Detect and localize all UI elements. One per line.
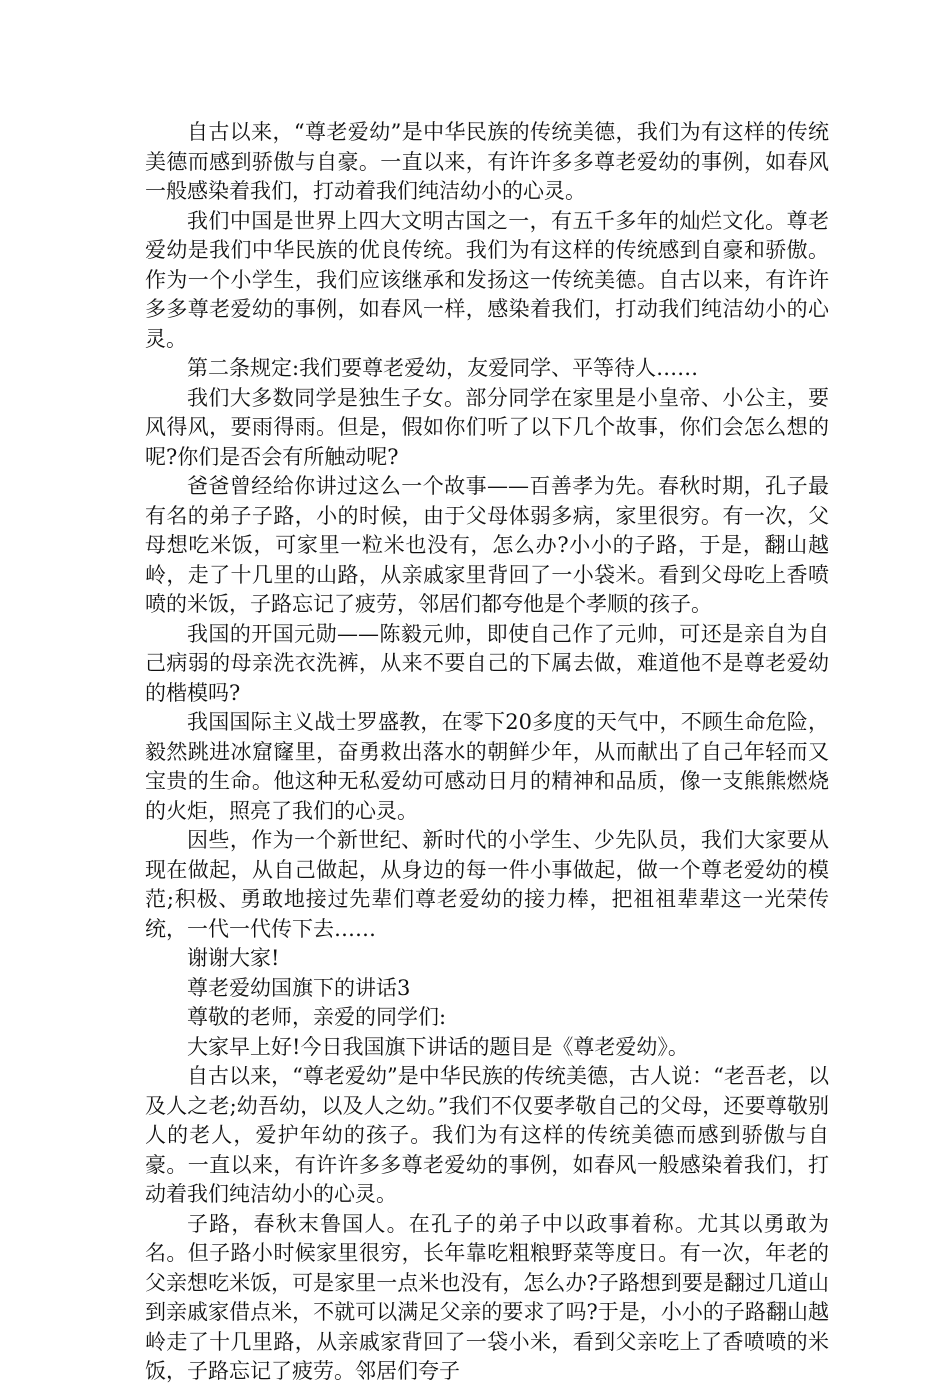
- paragraph: 我们中国是世界上四大文明古国之一，有五千多年的灿烂文化。尊老爱幼是我们中华民族的优良传统。我们为有这样的传统感到自豪和骄傲。作为一个小学生，我们应该继承和发扬这一传统美德。自古以来，有许许多多尊老爱幼的事例，如春风一样，感染着我们，打动我们纯洁幼小的心灵。: [145, 208, 829, 351]
- paragraph: 爸爸曾经给你讲过这么一个故事——百善孝为先。春秋时期，孔子最有名的弟子子路，小的时候，由于父母体弱多病，家里很穷。有一次，父母想吃米饭，可家里一粒米也没有，怎么办?小小的子路，于是，翻山越岭，走了十几里的山路，从亲戚家里背回了一小袋米。看到父母吃上香喷喷的米饭，子路忘记了疲劳，邻居们都夸他是个孝顺的孩子。: [145, 474, 829, 616]
- section-title: 尊老爱幼国旗下的讲话3: [187, 975, 411, 1000]
- closing-line: 谢谢大家!: [187, 946, 280, 970]
- paragraph: 自古以来，“尊老爱幼”是中华民族的传统美德，古人说：“老吾老，以及人之老;幼吾幼，以及人之幼。”我们不仅要孝敬自己的父母，还要尊敬别人的老人，爱护年幼的孩子。我们为有这样的传统美德而感到骄傲与自豪。一直以来，有许许多多尊老爱幼的事例，如春风一般感染着我们，打动着我们纯洁幼小的心灵。: [145, 1064, 829, 1206]
- paragraph: 我国的开国元勋——陈毅元帅，即使自己作了元帅，可还是亲自为自己病弱的母亲洗衣洗裤，从来不要自己的下属去做，难道他不是尊老爱幼的楷模吗?: [145, 621, 829, 705]
- paragraph: 我们大多数同学是独生子女。部分同学在家里是小皇帝、小公主，要风得风，要雨得雨。但是，假如你们听了以下几个故事，你们会怎么想的呢?你们是否会有所触动呢?: [145, 385, 829, 469]
- paragraph: 第二条规定:我们要尊老爱幼，友爱同学、平等待人……: [187, 356, 699, 380]
- salutation: 尊敬的老师，亲爱的同学们:: [187, 1005, 447, 1029]
- document-body: [145, 118, 829, 1387]
- paragraph: 自古以来，“尊老爱幼”是中华民族的传统美德，我们为有这样的传统美德而感到骄傲与自豪。一直以来，有许许多多尊老爱幼的事例，如春风一般感染着我们，打动着我们纯洁幼小的心灵。: [145, 120, 829, 203]
- greeting: 大家早上好!今日我国旗下讲话的题目是《尊老爱幼》。: [187, 1034, 689, 1059]
- paragraph: 我国国际主义战士罗盛教，在零下20多度的天气中，不顾生命危险，毅然跳进冰窟窿里，奋勇救出落水的朝鲜少年，从而献出了自己年轻而又宝贵的生命。他这种无私爱幼可感动日月的精神和品质，像一支熊熊燃烧的火炬，照亮了我们的心灵。: [145, 710, 829, 823]
- paragraph: 因些，作为一个新世纪、新时代的小学生、少先队员，我们大家要从现在做起，从自己做起，从身边的每一件小事做起，做一个尊老爱幼的模范;积极、勇敢地接过先辈们尊老爱幼的接力棒，把祖祖辈辈这一光荣传统，一代一代传下去……: [145, 828, 829, 941]
- paragraph: 子路，春秋末鲁国人。在孔子的弟子中以政事着称。尤其以勇敢为名。但子路小时候家里很穷，长年靠吃粗粮野菜等度日。有一次，年老的父亲想吃米饭，可是家里一点米也没有，怎么办?子路想到要是翻过几道山到亲戚家借点米，不就可以满足父亲的要求了吗?于是，小小的子路翻山越岭走了十几里路，从亲戚家背回了一袋小米，看到父亲吃上了香喷喷的米饭，子路忘记了疲劳。邻居们夸子: [145, 1211, 829, 1383]
